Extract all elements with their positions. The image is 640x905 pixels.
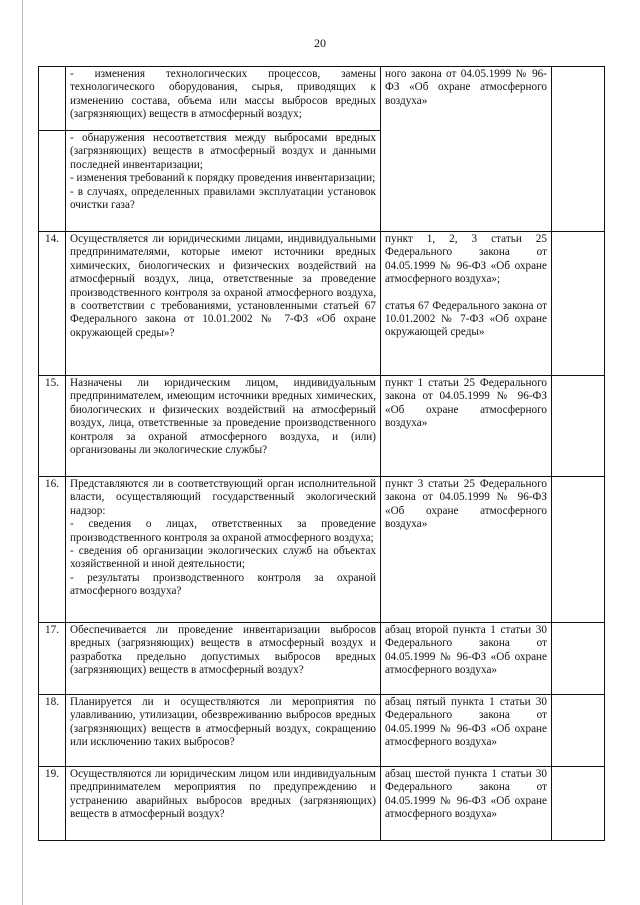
row-question <box>66 695 381 767</box>
question-line: Назначены ли юридическим лицом, индивидуальным предпринимателем, имеющим источники вредных химических, биологических и физических воздействий на атмосферный воздух, лица, ответственные за проведение производственного контроля за охраной атмосферного воздуха, и (или) организованы ли экологические службы? <box>70 377 376 457</box>
question-line: Обеспечивается ли проведение инвентаризации выбросов вредных (загрязняющих) веществ в атмосферный воздух и разработка предельно допустимых выбросов вредных (загрязняющих) веществ в атмосферный воздух? <box>70 624 376 677</box>
row-reference <box>381 695 552 767</box>
row-number: 18. <box>39 695 66 767</box>
row-number: 14. <box>39 232 66 376</box>
row-reference <box>381 767 552 841</box>
table-row <box>39 67 605 131</box>
reference-line: ного закона от 04.05.1999 № 96-ФЗ «Об охране атмосферного воздуха» <box>385 68 547 107</box>
question-line: - сведения об организации экологических служб на объектах хозяйственной и иной деятельности; <box>70 545 376 571</box>
row-reference <box>381 623 552 695</box>
row-note-cell <box>552 67 605 232</box>
row-note-cell <box>552 623 605 695</box>
question-line: - в случаях, определенных правилами эксплуатации установок очистки газа? <box>70 185 376 212</box>
table-row <box>39 623 605 695</box>
row-reference <box>381 67 552 232</box>
row-number: 17. <box>39 623 66 695</box>
row-note-cell <box>552 376 605 477</box>
question-line: - обнаружения несоответствия между выбросами вредных (загрязняющих) веществ в атмосферный воздух и данными последней инвентаризации; <box>70 132 376 171</box>
scan-left-edge <box>22 0 23 905</box>
table-row <box>39 477 605 623</box>
reference-line: абзац шестой пункта 1 статьи 30 Федерального закона от 04.05.1999 № 96-ФЗ «Об охране атмосферного воздуха» <box>385 768 547 821</box>
question-line: Планируется ли и осуществляются ли мероприятия по улавливанию, утилизации, обезвреживанию выбросов вредных (загрязняющих) веществ в атмосферный воздух, сокращению или исключению таких выбросов? <box>70 696 376 749</box>
row-question <box>66 477 381 623</box>
table-row <box>39 232 605 376</box>
row-question <box>66 67 381 131</box>
row-number: 19. <box>39 767 66 841</box>
row-note-cell <box>552 767 605 841</box>
row-question <box>66 232 381 376</box>
reference-line: пункт 3 статьи 25 Федерального закона от 04.05.1999 № 96-ФЗ «Об охране атмосферного воздуха» <box>385 478 547 531</box>
row-reference <box>381 232 552 376</box>
checklist-table <box>38 66 605 841</box>
reference-line: статья 67 Федерального закона от 10.01.2002 № 7-ФЗ «Об охране окружающей среды» <box>385 299 547 339</box>
question-line: Осуществляется ли юридическими лицами, индивидуальными предпринимателями, которые имеют источники вредных химических, биологических и физических воздействий на атмосферный воздух, лица, ответственные за проведение производственного контроля за охраной атмосферного воздуха, в соответствии с требованиями, установленными статьей 67 Федерального закона от 10.01.2002 № 7-ФЗ «Об охране окружающей среды»? <box>70 233 376 339</box>
question-line: - изменения технологических процессов, замены технологического оборудования, сырья, приводящих к изменению состава, объема или массы выбросов вредных (загрязняющих) веществ в атмосферный воздух; <box>70 68 376 121</box>
row-number: 16. <box>39 477 66 623</box>
reference-line: пункт 1, 2, 3 статьи 25 Федерального закона от 04.05.1999 № 96-ФЗ «Об охране атмосферного воздуха»; <box>385 233 547 286</box>
row-number <box>39 131 66 232</box>
row-reference <box>381 376 552 477</box>
row-number: 15. <box>39 376 66 477</box>
row-question <box>66 623 381 695</box>
table-row <box>39 695 605 767</box>
reference-line: абзац пятый пункта 1 статьи 30 Федерального закона от 04.05.1999 № 96-ФЗ «Об охране атмосферного воздуха» <box>385 696 547 749</box>
row-note-cell <box>552 232 605 376</box>
table-row <box>39 376 605 477</box>
question-line: - изменения требований к порядку проведения инвентаризации; <box>70 172 376 185</box>
table-row <box>39 767 605 841</box>
row-question <box>66 376 381 477</box>
row-note-cell <box>552 477 605 623</box>
row-reference <box>381 477 552 623</box>
reference-line: пункт 1 статьи 25 Федерального закона от 04.05.1999 № 96-ФЗ «Об охране атмосферного воздуха» <box>385 377 547 430</box>
question-line: Представляются ли в соответствующий орган исполнительной власти, осуществляющий государственный экологический надзор: <box>70 478 376 517</box>
question-line: - сведения о лицах, ответственных за проведение производственного контроля за охраной атмосферного воздуха; <box>70 518 376 544</box>
row-number <box>39 67 66 131</box>
row-question <box>66 767 381 841</box>
row-question <box>66 131 381 232</box>
page-number: 20 <box>314 36 326 50</box>
row-note-cell <box>552 695 605 767</box>
question-line: - результаты производственного контроля за охраной атмосферного воздуха? <box>70 571 376 598</box>
question-line: Осуществляются ли юридическим лицом или индивидуальным предпринимателем мероприятия по предупреждению и устранению аварийных выбросов вредных (загрязняющих) веществ в атмосферный воздух? <box>70 768 376 821</box>
reference-line: абзац второй пункта 1 статьи 30 Федерального закона от 04.05.1999 № 96-ФЗ «Об охране атмосферного воздуха» <box>385 624 547 677</box>
